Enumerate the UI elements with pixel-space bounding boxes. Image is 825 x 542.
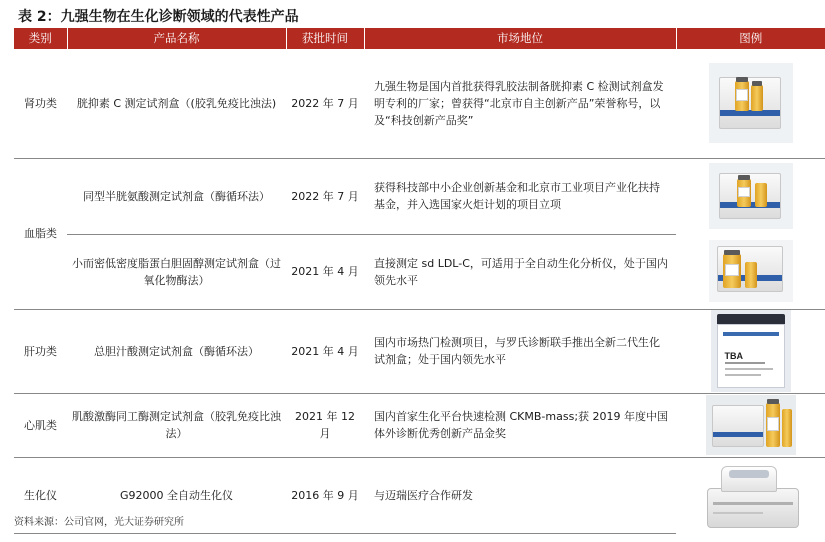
approval-date-cell: 2016 年 9 月 [286,457,364,533]
product-image-cell [676,393,825,457]
approval-date-cell: 2022 年 7 月 [286,49,364,158]
approval-date-cell: 2021 年 4 月 [286,309,364,393]
table-header-row [14,28,825,49]
market-position-cell: 直接测定 sd LDL-C，可适用于全自动生化分析仪，处于国内领先水平 [364,234,676,309]
category-cell: 心肌类 [14,393,67,457]
table-row [14,393,825,457]
product-image-cell [676,234,825,309]
approval-date-cell: 2021 年 12 月 [286,393,364,457]
header-image: 图例 [676,28,825,49]
market-position-cell: 国内市场热门检测项目，与罗氏诊断联手推出全新二代生化试剂盒；处于国内领先水平 [364,309,676,393]
source-note: 资料来源：公司官网，光大证券研究所 [14,517,184,528]
category-cell: 生化仪 [14,457,67,533]
header-approval: 获批时间 [286,28,364,49]
product-table [14,28,825,534]
market-position-cell: 与迈瑞医疗合作研发 [364,457,676,533]
header-market: 市场地位 [364,28,676,49]
header-category: 类别 [14,28,67,49]
product-name-cell: 胱抑素 C 测定试剂盒（(胶乳免疫比浊法) [67,49,286,158]
product-name-cell: 总胆汁酸测定试剂盒（酶循环法） [67,309,286,393]
table-row [14,234,825,309]
product-image-cell [676,309,825,393]
product-image-cell [676,49,825,158]
market-position-cell: 国内首家生化平台快速检测 CKMB-mass;获 2019 年度中国体外诊断优秀创新产品金奖 [364,393,676,457]
category-cell: 肾功类 [14,49,67,158]
header-product: 产品名称 [67,28,286,49]
product-name-cell: 小而密低密度脂蛋白胆固醇测定试剂盒（过氧化物酶法） [67,234,286,309]
product-image-cell [676,457,825,533]
product-name-cell: 同型半胱氨酸测定试剂盒（酶循环法） [67,158,286,234]
product-image-cell [676,158,825,234]
table-row [14,158,825,234]
table-row [14,49,825,158]
reagent-kit-image [706,395,796,455]
table-title: 表 2：九强生物在生化诊断领域的代表性产品 [18,9,299,25]
reagent-kit-image [709,240,793,302]
product-name-cell: 肌酸激酶同工酶测定试剂盒（胶乳免疫比浊法） [67,393,286,457]
table-row [14,309,825,393]
market-position-cell: 九强生物是国内首批获得乳胶法制备胱抑素 C 检测试剂盒发明专利的厂家；曾获得“北京市自主创新产品”荣誉称号，以及“科技创新产品奖” [364,49,676,158]
reagent-kit-image [709,63,793,143]
approval-date-cell: 2022 年 7 月 [286,158,364,234]
biochemistry-analyzer-image [699,458,803,532]
tba-reagent-box-image [711,310,791,392]
market-position-cell: 获得科技部中小企业创新基金和北京市工业项目产业化扶持基金，并入选国家火炬计划的项目立项 [364,158,676,234]
tba-box-label: TBA [724,351,743,361]
category-cell: 血脂类 [14,158,67,309]
category-cell: 肝功类 [14,309,67,393]
reagent-kit-image [709,163,793,229]
product-name-cell: G92000 全自动生化仪 [67,457,286,533]
approval-date-cell: 2021 年 4 月 [286,234,364,309]
